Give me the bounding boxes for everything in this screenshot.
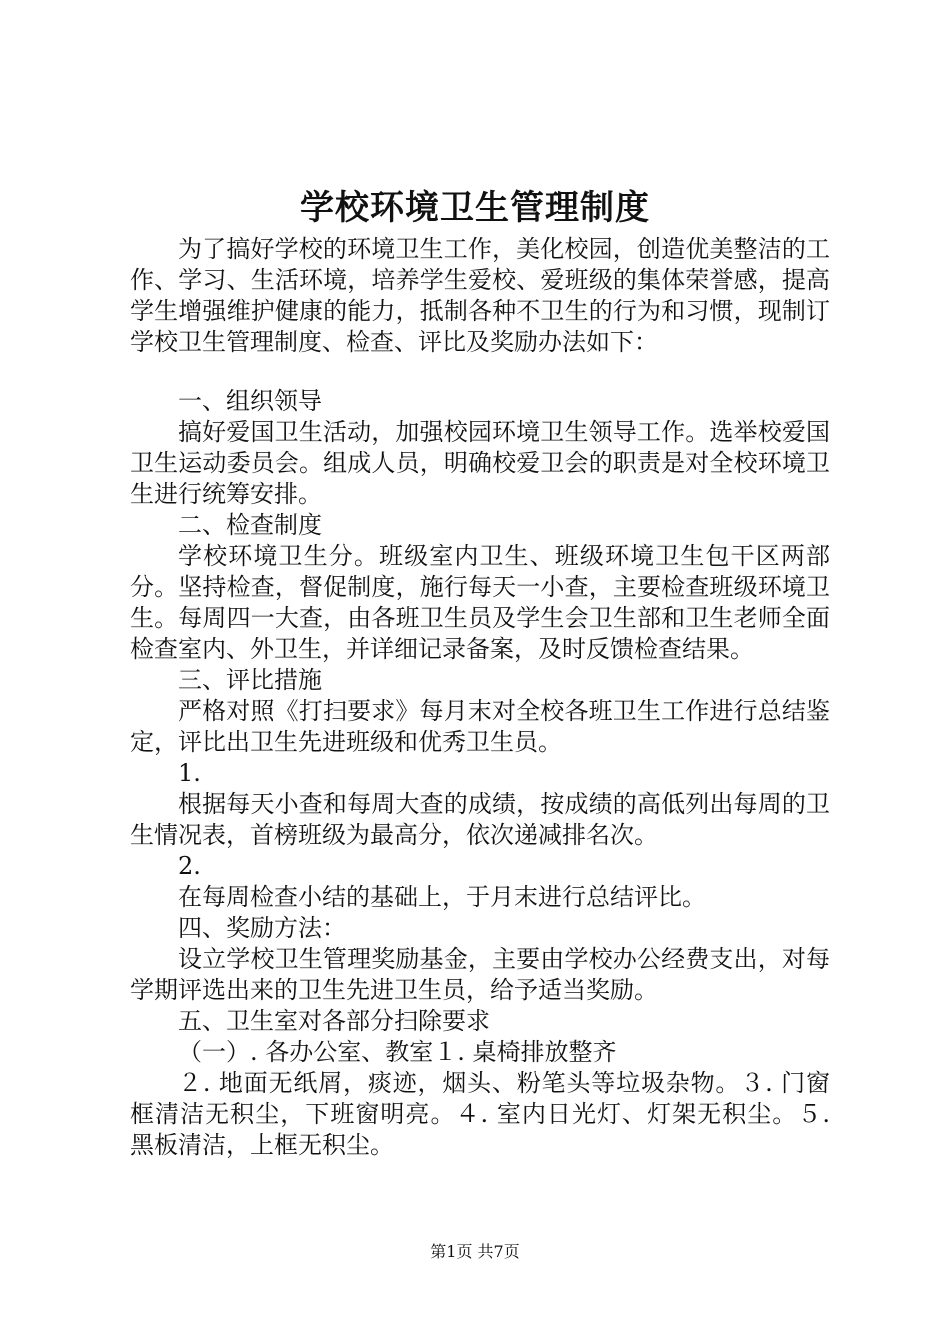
subsection-offices: （一）. 各办公室、教室１. 桌椅排放整齐 <box>178 1038 617 1066</box>
paragraph-inspection: 学校环境卫生分。班级室内卫生、班级环境卫生包干区两部分。坚持检查，督促制度，施行每天一小查，主要检查班级环境卫生。每周四一大查，由各班卫生员及学生会卫生部和卫生老师全面检查室内、外卫生，并详细记录备案，及时反馈检查结果。 <box>130 542 830 663</box>
section-heading-organization: 一、组织领导 <box>178 387 322 415</box>
section-heading-cleaning: 五、卫生室对各部分扫除要求 <box>178 1007 490 1035</box>
page-indicator: 第1页 共7页 <box>430 1242 520 1261</box>
list-number-2: 2. <box>178 852 201 880</box>
section-heading-reward: 四、奖励方法： <box>178 914 346 942</box>
document-body <box>130 234 830 1161</box>
intro-paragraph: 为了搞好学校的环境卫生工作，美化校园，创造优美整洁的工作、学习、生活环境，培养学生爱校、爱班级的集体荣誉感，提高学生增强维护健康的能力，抵制各种不卫生的行为和习惯，现制订学校卫生管理制度、检查、评比及奖励办法如下： <box>130 235 830 356</box>
paragraph-item-2: 在每周检查小结的基础上，于月末进行总结评比。 <box>178 883 706 911</box>
list-number-1: 1. <box>178 759 201 787</box>
section-heading-inspection: 二、检查制度 <box>178 511 322 539</box>
paragraph-cleaning-requirements: ２. 地面无纸屑，痰迹，烟头、粉笔头等垃圾杂物。３. 门窗框清洁无积尘，下班窗明亮。４. 室内日光灯、灯架无积尘。５. 黑板清洁，上框无积尘。 <box>130 1069 830 1159</box>
paragraph-evaluation: 严格对照《打扫要求》每月末对全校各班卫生工作进行总结鉴定，评比出卫生先进班级和优秀卫生员。 <box>130 697 830 756</box>
document-title: 学校环境卫生管理制度 <box>300 188 650 228</box>
section-heading-evaluation: 三、评比措施 <box>178 666 322 694</box>
paragraph-reward: 设立学校卫生管理奖励基金，主要由学校办公经费支出，对每学期评选出来的卫生先进卫生员，给予适当奖励。 <box>130 945 830 1004</box>
paragraph-organization: 搞好爱国卫生活动，加强校园环境卫生领导工作。选举校爱国卫生运动委员会。组成人员，明确校爱卫会的职责是对全校环境卫生进行统筹安排。 <box>130 418 830 508</box>
paragraph-item-1: 根据每天小查和每周大查的成绩，按成绩的高低列出每周的卫生情况表，首榜班级为最高分，依次递减排名次。 <box>130 790 830 849</box>
